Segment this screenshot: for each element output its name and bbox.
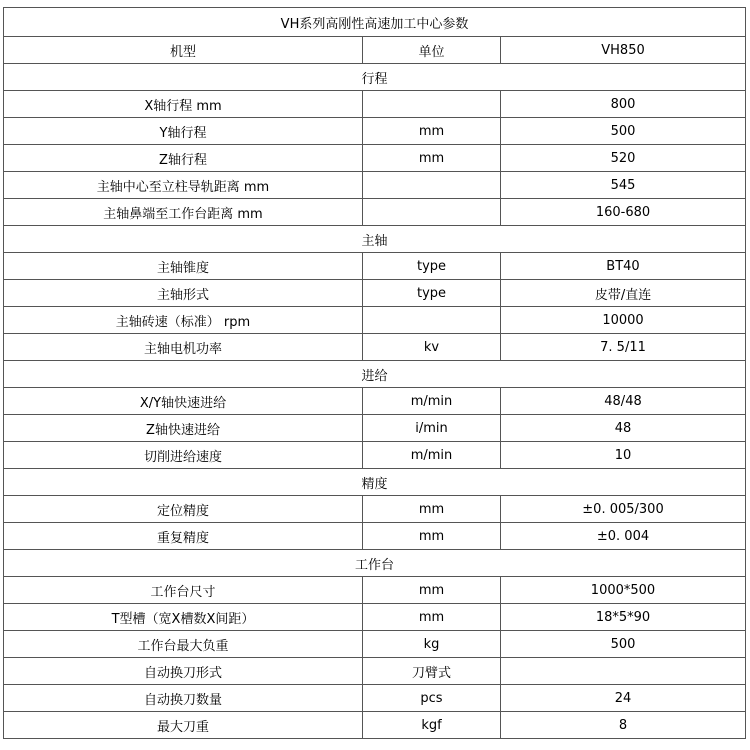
section-row (4, 226, 746, 253)
value-cell: 10 (501, 442, 746, 469)
value-cell: 160-680 (501, 199, 746, 226)
table-row (4, 253, 746, 280)
param-name-cell: 主轴锥度 (4, 253, 363, 280)
value-cell: 48/48 (501, 388, 746, 415)
table-row (4, 388, 746, 415)
header-value: VH850 (501, 37, 746, 64)
value-cell: 1000*500 (501, 577, 746, 604)
section-label: 进给 (4, 361, 746, 388)
table-row (4, 631, 746, 658)
unit-cell: mm (363, 496, 501, 523)
param-name-cell: Z轴快速进给 (4, 415, 363, 442)
table-row (4, 577, 746, 604)
table-row (4, 496, 746, 523)
value-cell: 800 (501, 91, 746, 118)
param-name-cell: 定位精度 (4, 496, 363, 523)
section-row (4, 64, 746, 91)
value-cell: 48 (501, 415, 746, 442)
section-row (4, 469, 746, 496)
param-name-cell: 主轴形式 (4, 280, 363, 307)
table-row (4, 604, 746, 631)
unit-cell: mm (363, 118, 501, 145)
table-row (4, 91, 746, 118)
header-unit: 单位 (363, 37, 501, 64)
unit-cell: i/min (363, 415, 501, 442)
param-name-cell: 自动换刀数量 (4, 685, 363, 712)
table-row (4, 685, 746, 712)
unit-cell: m/min (363, 442, 501, 469)
value-cell (501, 658, 746, 685)
unit-cell (363, 199, 501, 226)
spec-table (3, 7, 746, 739)
param-name-cell: 重复精度 (4, 523, 363, 550)
table-row (4, 415, 746, 442)
param-name-cell: Z轴行程 (4, 145, 363, 172)
value-cell: 皮带/直连 (501, 280, 746, 307)
param-name-cell: 主轴中心至立柱导轨距离 mm (4, 172, 363, 199)
unit-cell: m/min (363, 388, 501, 415)
param-name-cell: 最大刀重 (4, 712, 363, 739)
value-cell: 8 (501, 712, 746, 739)
unit-cell: mm (363, 604, 501, 631)
table-row (4, 199, 746, 226)
section-row (4, 361, 746, 388)
table-title: VH系列高刚性高速加工中心参数 (4, 8, 746, 37)
unit-cell: type (363, 253, 501, 280)
section-row (4, 550, 746, 577)
param-name-cell: 切削进给速度 (4, 442, 363, 469)
unit-cell (363, 172, 501, 199)
table-row (4, 712, 746, 739)
value-cell: ±0. 004 (501, 523, 746, 550)
value-cell: BT40 (501, 253, 746, 280)
unit-cell: kv (363, 334, 501, 361)
table-row (4, 172, 746, 199)
header-row (4, 37, 746, 64)
header-model: 机型 (4, 37, 363, 64)
unit-cell: 刀臂式 (363, 658, 501, 685)
unit-cell (363, 91, 501, 118)
param-name-cell: X/Y轴快速进给 (4, 388, 363, 415)
table-row (4, 145, 746, 172)
table-row (4, 523, 746, 550)
value-cell: 24 (501, 685, 746, 712)
unit-cell: kgf (363, 712, 501, 739)
table-row (4, 442, 746, 469)
value-cell: 500 (501, 118, 746, 145)
unit-cell: type (363, 280, 501, 307)
table-row (4, 307, 746, 334)
unit-cell: pcs (363, 685, 501, 712)
value-cell: 520 (501, 145, 746, 172)
param-name-cell: 自动换刀形式 (4, 658, 363, 685)
value-cell: 10000 (501, 307, 746, 334)
value-cell: 7. 5/11 (501, 334, 746, 361)
table-row (4, 334, 746, 361)
value-cell: 18*5*90 (501, 604, 746, 631)
param-name-cell: 工作台最大负重 (4, 631, 363, 658)
unit-cell: mm (363, 145, 501, 172)
param-name-cell: 主轴电机功率 (4, 334, 363, 361)
unit-cell: mm (363, 577, 501, 604)
unit-cell: mm (363, 523, 501, 550)
value-cell: 545 (501, 172, 746, 199)
table-row (4, 280, 746, 307)
value-cell: ±0. 005/300 (501, 496, 746, 523)
unit-cell: kg (363, 631, 501, 658)
value-cell: 500 (501, 631, 746, 658)
title-row (4, 8, 746, 37)
param-name-cell: X轴行程 mm (4, 91, 363, 118)
param-name-cell: T型槽（宽X槽数X间距） (4, 604, 363, 631)
table-row (4, 658, 746, 685)
section-label: 主轴 (4, 226, 746, 253)
table-row (4, 118, 746, 145)
param-name-cell: Y轴行程 (4, 118, 363, 145)
spec-table-body (4, 8, 746, 739)
section-label: 精度 (4, 469, 746, 496)
param-name-cell: 主轴砖速（标准） rpm (4, 307, 363, 334)
unit-cell (363, 307, 501, 334)
param-name-cell: 工作台尺寸 (4, 577, 363, 604)
param-name-cell: 主轴鼻端至工作台距离 mm (4, 199, 363, 226)
section-label: 工作台 (4, 550, 746, 577)
section-label: 行程 (4, 64, 746, 91)
